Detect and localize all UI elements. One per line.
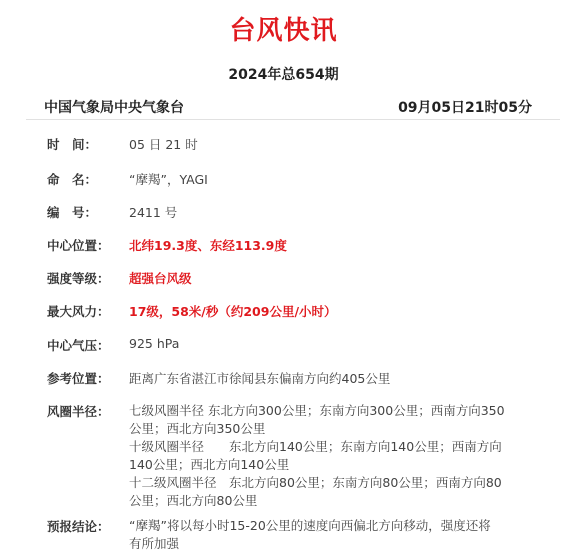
forecast-line: “摩羯”将以每小时15-20公里的速度向西偏北方向移动，强度还将 <box>129 518 491 533</box>
forecast-line: 有所加强 <box>129 536 180 551</box>
wind-radius-label: 风圈半径： <box>47 404 110 419</box>
number-value: 2411 号 <box>129 205 178 220</box>
max-wind-value: 17级，58米/秒（约209公里/小时） <box>129 304 337 319</box>
pressure-value: 925 hPa <box>129 336 180 351</box>
wind-radius-line: 十二级风圈半径 东北方向80公里；东南方向80公里；西南方向80 <box>129 475 502 490</box>
name-value: “摩羯”，YAGI <box>129 172 208 187</box>
source-agency: 中国气象局中央气象台 <box>44 100 184 116</box>
name-label: 命 名： <box>47 172 98 187</box>
issue-number: 2024年总654期 <box>228 67 339 83</box>
max-wind-label: 最大风力： <box>47 304 110 319</box>
number-label: 编 号： <box>47 205 98 220</box>
intensity-value: 超强台风级 <box>129 271 192 286</box>
time-value: 05 日 21 时 <box>129 137 198 152</box>
reference-value: 距离广东省湛江市徐闻县东偏南方向约405公里 <box>129 371 391 386</box>
pressure-label: 中心气压： <box>47 338 110 353</box>
wind-radius-line: 七级风圈半径 东北方向300公里；东南方向300公里；西南方向350 <box>129 403 505 418</box>
forecast-label: 预报结论： <box>47 519 110 534</box>
forecast-block <box>129 517 529 553</box>
issue-datetime: 09月05日21时05分 <box>398 100 532 116</box>
wind-radius-line: 公里；西北方向80公里 <box>129 493 258 508</box>
position-label: 中心位置： <box>47 238 110 253</box>
wind-radius-line: 十级风圈半径 东北方向140公里；东南方向140公里；西南方向 <box>129 439 502 454</box>
reference-label: 参考位置： <box>47 371 110 386</box>
position-value: 北纬19.3度、东经113.9度 <box>129 238 287 253</box>
wind-radius-line: 公里；西北方向350公里 <box>129 421 266 436</box>
intensity-label: 强度等级： <box>47 271 110 286</box>
report-header <box>44 97 532 117</box>
time-label: 时 间： <box>47 137 98 152</box>
header-divider <box>26 119 560 120</box>
wind-radius-line: 140公里；西北方向140公里 <box>129 457 290 472</box>
report-title: 台风快讯 <box>229 16 338 46</box>
wind-radius-block <box>129 402 529 510</box>
